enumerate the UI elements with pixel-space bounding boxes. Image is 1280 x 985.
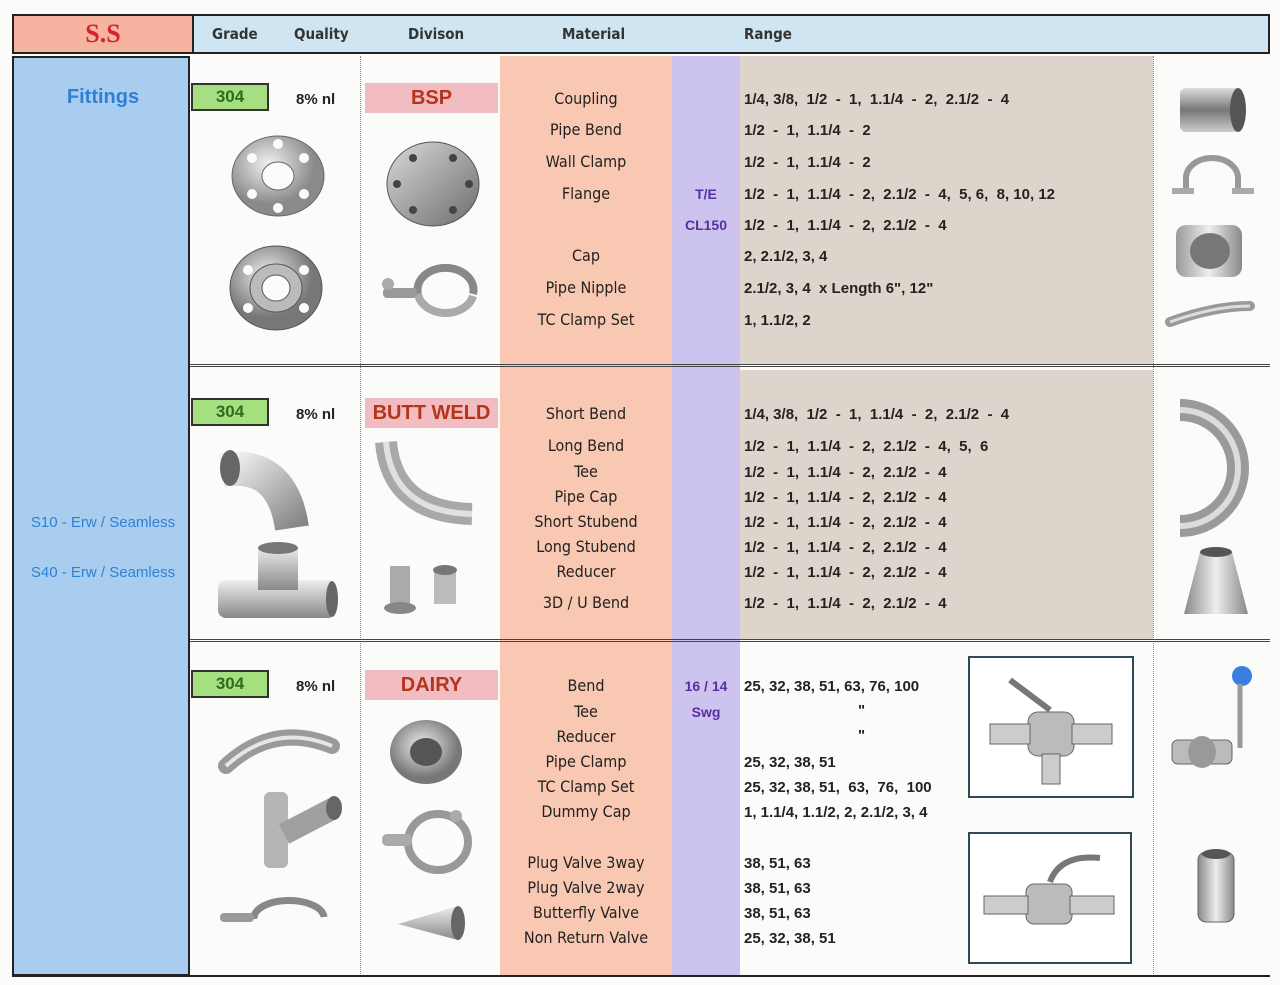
flange-image (228, 128, 328, 228)
range-value: 1/4, 3/8, 1/2 - 1, 1.1/4 - 2, 2.1/2 - 4 (744, 406, 1010, 423)
u-bend-image (1160, 398, 1260, 538)
butterfly-valve-image (1166, 662, 1262, 792)
pipe-bend-image (1164, 296, 1258, 336)
material-item: Bend (567, 676, 605, 695)
wall-clamp-image (1168, 154, 1258, 204)
spec-label: CL150 (684, 217, 728, 233)
range-header: Range (744, 25, 792, 43)
blind-flange-image (383, 136, 483, 231)
grade-header: Grade (212, 25, 258, 43)
material-item: Short Bend (545, 404, 627, 423)
material-item: TC Clamp Set (537, 310, 635, 329)
material-item: Plug Valve 2way (527, 878, 645, 897)
material-item: TC Clamp Set (537, 777, 635, 796)
range-value: 38, 51, 63 (744, 880, 811, 897)
material-item: Short Stubend (534, 512, 638, 531)
schedule-s40: S40 - Erw / Seamless (30, 564, 176, 581)
material-item: Pipe Cap (554, 487, 618, 506)
material-item: Pipe Bend (550, 120, 622, 139)
range-value: 1/2 - 1, 1.1/4 - 2, 2.1/2 - 4 (744, 564, 947, 581)
material-item: Long Stubend (536, 537, 636, 556)
cap-image (1170, 215, 1250, 285)
material-item: Non Return Valve (523, 928, 649, 947)
slip-on-flange-image (226, 240, 326, 335)
range-value: 1/4, 3/8, 1/2 - 1, 1.1/4 - 2, 2.1/2 - 4 (744, 91, 1010, 108)
range-value: 1/2 - 1, 1.1/4 - 2, 2.1/2 - 4 (744, 514, 947, 531)
range-value: 1/2 - 1, 1.1/4 - 2, 2.1/2 - 4, 5, 6 (744, 438, 989, 455)
material-item: Wall Clamp (545, 152, 627, 171)
range-value: 2.1/2, 3, 4 x Length 6", 12" (744, 280, 934, 297)
range-value: 1, 1.1/4, 1.1/2, 2, 2.1/2, 3, 4 (744, 804, 928, 821)
quality-header: Quality (294, 25, 349, 43)
range-value: 1, 1.1/2, 2 (744, 312, 811, 329)
material-item: Reducer (556, 562, 616, 581)
range-value: 1/2 - 1, 1.1/4 - 2, 2.1/2 - 4 (744, 539, 947, 556)
material-item: Plug Valve 3way (527, 853, 645, 872)
quality-value: 8% nl (296, 678, 336, 695)
range-value: 1/2 - 1, 1.1/4 - 2 (744, 122, 871, 139)
left-column (12, 56, 190, 976)
dairy-clamp-image (214, 895, 334, 940)
pipe-clamp-image (376, 804, 486, 880)
material-item: Pipe Clamp (545, 752, 627, 771)
dummy-cap-image (392, 900, 472, 944)
division-header: Divison (408, 25, 465, 43)
division-label: DAIRY (365, 670, 498, 700)
section-separator (190, 364, 1270, 367)
fittings-title: Fittings (66, 86, 140, 108)
plug-valve-3way-frame (968, 656, 1134, 798)
dairy-bend-image (214, 722, 344, 782)
quality-value: 8% nl (296, 406, 336, 423)
spec-label: Swg (691, 704, 721, 720)
material-item: Tee (574, 702, 598, 721)
spec-label: T/E (695, 186, 717, 202)
tee-image (212, 540, 342, 625)
plug-valve-2way-frame (968, 832, 1132, 964)
material-item: Reducer (556, 727, 616, 746)
section-separator (190, 639, 1270, 642)
material-item: Pipe Nipple (545, 278, 627, 297)
tc-clamp-image (378, 264, 488, 324)
material-item: Coupling (554, 89, 618, 108)
elbow-image (212, 440, 322, 535)
material-item: Long Bend (547, 436, 625, 455)
ss-title: S.S (14, 16, 194, 52)
stubend-image (380, 560, 470, 620)
range-value: 2, 2.1/2, 3, 4 (744, 248, 828, 265)
material-item: Butterfly Valve (532, 903, 639, 922)
range-value: 1/2 - 1, 1.1/4 - 2, 2.1/2 - 4 (744, 217, 947, 234)
range-value: 1/2 - 1, 1.1/4 - 2, 2.1/2 - 4 (744, 489, 947, 506)
range-value: 38, 51, 63 (744, 855, 811, 872)
division-label: BSP (365, 83, 498, 113)
grade-badge: 304 (191, 83, 269, 111)
material-item: 3D / U Bend (542, 593, 630, 612)
header-bar (12, 14, 1270, 54)
range-value: " (858, 727, 866, 744)
quality-value: 8% nl (296, 91, 336, 108)
schedule-s10: S10 - Erw / Seamless (30, 514, 176, 531)
union-image (386, 712, 466, 792)
range-value: 25, 32, 38, 51, 63, 76, 100 (744, 779, 932, 796)
division-label: BUTT WELD (365, 398, 498, 428)
reducer-image (1178, 544, 1254, 620)
divider (1153, 56, 1154, 976)
material-item: Dummy Cap (541, 802, 631, 821)
non-return-valve-image (1188, 846, 1244, 926)
grade-badge: 304 (191, 670, 269, 698)
range-value: 1/2 - 1, 1.1/4 - 2, 2.1/2 - 4 (744, 595, 947, 612)
range-value: 25, 32, 38, 51 (744, 930, 836, 947)
range-value: 1/2 - 1, 1.1/4 - 2 (744, 154, 871, 171)
divider (360, 56, 361, 976)
grade-badge: 304 (191, 398, 269, 426)
plug-valve-2way-image (970, 834, 1130, 962)
plug-valve-3way-image (970, 658, 1132, 796)
range-value: 1/2 - 1, 1.1/4 - 2, 2.1/2 - 4 (744, 464, 947, 481)
range-value: " (858, 702, 866, 719)
dairy-tee-image (254, 784, 344, 874)
bottom-border (12, 975, 1270, 977)
range-value: 38, 51, 63 (744, 905, 811, 922)
material-item: Cap (571, 246, 600, 265)
material-header: Material (562, 25, 626, 43)
range-value: 25, 32, 38, 51, 63, 76, 100 (744, 678, 920, 695)
material-item: Flange (561, 184, 611, 203)
range-value: 25, 32, 38, 51 (744, 754, 836, 771)
coupling-image (1172, 80, 1252, 140)
spec-label: 16 / 14 (684, 678, 728, 694)
range-value: 1/2 - 1, 1.1/4 - 2, 2.1/2 - 4, 5, 6, 8, 10, 12 (744, 186, 1056, 203)
long-bend-image (372, 432, 492, 532)
material-item: Tee (574, 462, 598, 481)
